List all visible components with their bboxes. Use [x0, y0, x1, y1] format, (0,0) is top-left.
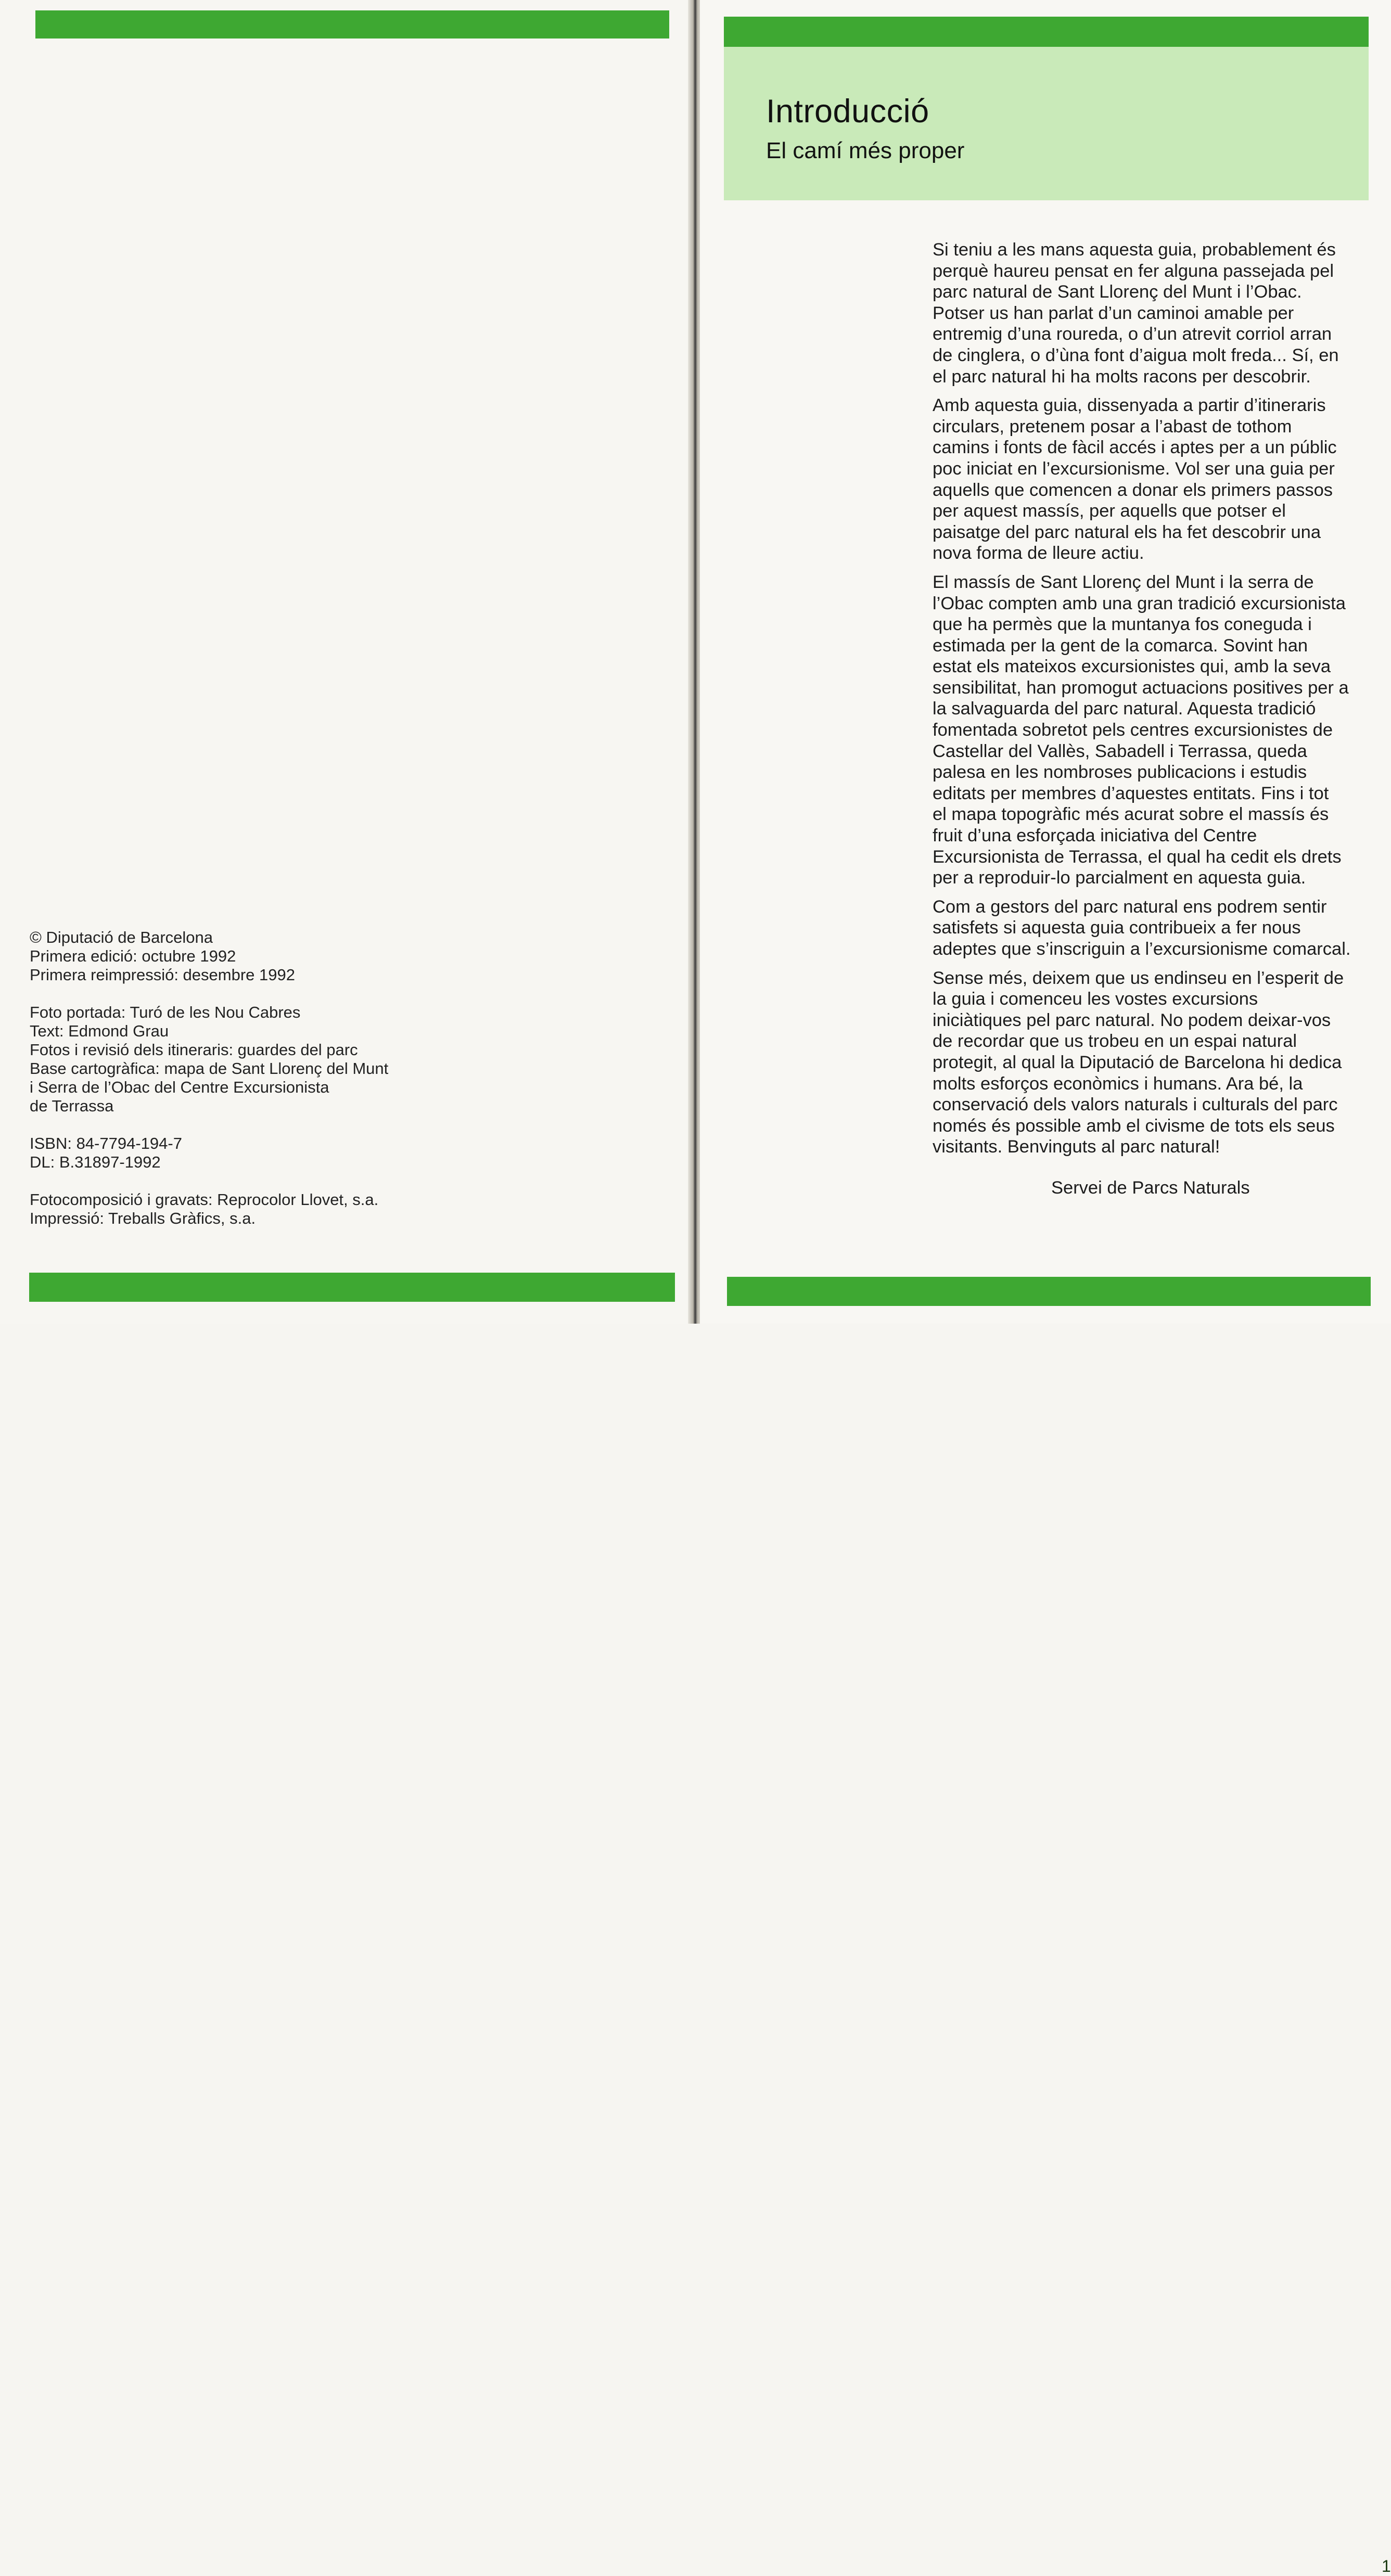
signature: Servei de Parcs Naturals — [1051, 1178, 1250, 1198]
page-number: 1 — [1382, 2557, 1391, 2575]
text-line: entremig d’una roureda, o d’un atrevit corriol arran — [933, 324, 1332, 344]
text-line: de recordar que us trobeu en un espai natural — [933, 1031, 1297, 1052]
text-line: adeptes que s’inscriguin a l’excursionisme comarcal. — [933, 939, 1351, 959]
imprint-line: i Serra de l’Obac del Centre Excursionista — [30, 1078, 329, 1096]
imprint-block — [30, 1003, 498, 1116]
left-page — [0, 0, 691, 1324]
text-line: protegit, al qual la Diputació de Barcelona hi dedica — [933, 1052, 1342, 1072]
text-line: Potser us han parlat d’un caminoi amable per — [933, 303, 1294, 323]
body-paragraph — [933, 968, 1372, 1158]
body-paragraph — [933, 572, 1372, 889]
text-line: per a reproduir-lo parcialment en aquesta guia. — [933, 868, 1306, 888]
text-line: aquells que comencen a donar els primers passos — [933, 480, 1333, 500]
imprint-line: Text: Edmond Grau — [30, 1022, 169, 1040]
text-line: sensibilitat, han promogut actuacions positives per a — [933, 677, 1349, 698]
text-line: circulars, pretenem posar a l’abast de tothom — [933, 416, 1292, 437]
imprint-line: de Terrassa — [30, 1097, 114, 1115]
text-line: perquè haureu pensat en fer alguna passejada pel — [933, 261, 1334, 281]
text-line: poc iniciat en l’excursionisme. Vol ser una guia per — [933, 458, 1335, 479]
top-green-bar — [35, 10, 669, 39]
text-line: per aquest massís, per aquells que potser el — [933, 501, 1286, 521]
text-line: estat els mateixos excursionistes qui, amb la seva — [933, 657, 1331, 677]
imprint-credits — [30, 928, 498, 1247]
imprint-line: Base cartogràfica: mapa de Sant Llorenç del Munt — [30, 1059, 389, 1078]
text-line: El massís de Sant Llorenç del Munt i la serra de — [933, 572, 1314, 592]
text-line: Sense més, deixem que us endinseu en l’esperit de — [933, 968, 1344, 988]
bottom-green-bar — [727, 1277, 1391, 2575]
text-line: el parc natural hi ha molts racons per descobrir. — [933, 366, 1311, 387]
imprint-line: Fotocomposició i gravats: Reprocolor Llovet, s.a. — [30, 1190, 379, 1209]
imprint-block — [30, 1134, 498, 1172]
body-paragraph — [933, 239, 1372, 387]
text-line: parc natural de Sant Llorenç del Munt i l’Obac. — [933, 282, 1302, 302]
text-line: fruit d’una esforçada iniciativa del Centre — [933, 826, 1257, 846]
imprint-line: Primera reimpressió: desembre 1992 — [30, 966, 295, 984]
text-line: satisfets si aquesta guia contribueix a fer nous — [933, 918, 1301, 938]
text-line: estimada per la gent de la comarca. Sovint han — [933, 635, 1308, 656]
bottom-green-bar — [29, 1273, 675, 1302]
text-line: Amb aquesta guia, dissenyada a partir d’itineraris — [933, 395, 1326, 416]
body-paragraph — [933, 896, 1372, 960]
body-paragraph — [933, 395, 1372, 564]
text-line: el mapa topogràfic més acurat sobre el massís és — [933, 804, 1329, 825]
text-line: fomentada sobretot pels centres excursionistes de — [933, 720, 1333, 740]
page-title: Introducció — [766, 93, 929, 130]
text-line: paisatge del parc natural els ha fet descobrir una — [933, 522, 1321, 542]
imprint-line: © Diputació de Barcelona — [30, 928, 213, 946]
text-line: molts esforços econòmics i humans. Ara bé, la — [933, 1073, 1303, 1094]
imprint-line: DL: B.31897-1992 — [30, 1153, 161, 1171]
top-green-bar — [724, 17, 1369, 47]
page-subtitle: El camí més proper — [766, 138, 965, 163]
imprint-block — [30, 928, 498, 984]
text-line: només és possible amb el civisme de tots els seus — [933, 1116, 1335, 1136]
text-line: la guia i comenceu les vostes excursions — [933, 989, 1258, 1009]
text-line: Excursionista de Terrassa, el qual ha cedit els drets — [933, 847, 1342, 867]
title-box — [724, 47, 1369, 200]
text-line: visitants. Benvinguts al parc natural! — [933, 1137, 1220, 1157]
text-line: Castellar del Vallès, Sabadell i Terrassa, queda — [933, 741, 1307, 761]
imprint-line: ISBN: 84-7794-194-7 — [30, 1134, 182, 1152]
text-line: que ha permès que la muntanya fos coneguda i — [933, 614, 1312, 635]
imprint-line: Primera edició: octubre 1992 — [30, 947, 236, 965]
imprint-line: Impressió: Treballs Gràfics, s.a. — [30, 1209, 256, 1227]
imprint-line: Fotos i revisió dels itineraris: guardes del parc — [30, 1041, 358, 1059]
text-line: la salvaguarda del parc natural. Aquesta tradició — [933, 699, 1316, 719]
text-line: palesa en les nombroses publicacions i estudis — [933, 762, 1307, 783]
text-line: l’Obac compten amb una gran tradició excursionista — [933, 593, 1346, 613]
text-line: de cinglera, o d’ùna font d’aigua molt freda... Sí, en — [933, 345, 1339, 365]
text-line: nova forma de lleure actiu. — [933, 543, 1144, 563]
body-text — [933, 239, 1372, 1165]
text-line: camins i fonts de fàcil accés i aptes per a un públic — [933, 438, 1337, 458]
text-line: conservació dels valors naturals i culturals del parc — [933, 1095, 1338, 1115]
imprint-line: Foto portada: Turó de les Nou Cabres — [30, 1003, 301, 1021]
text-line: Com a gestors del parc natural ens podrem sentir — [933, 896, 1327, 917]
text-line: editats per membres d’aquestes entitats. Fins i tot — [933, 783, 1329, 803]
imprint-block — [30, 1190, 498, 1228]
text-line: iniciàtiques pel parc natural. No podem deixar-vos — [933, 1010, 1331, 1030]
text-line: Si teniu a les mans aquesta guia, probablement és — [933, 240, 1336, 260]
right-page — [700, 0, 1391, 2575]
